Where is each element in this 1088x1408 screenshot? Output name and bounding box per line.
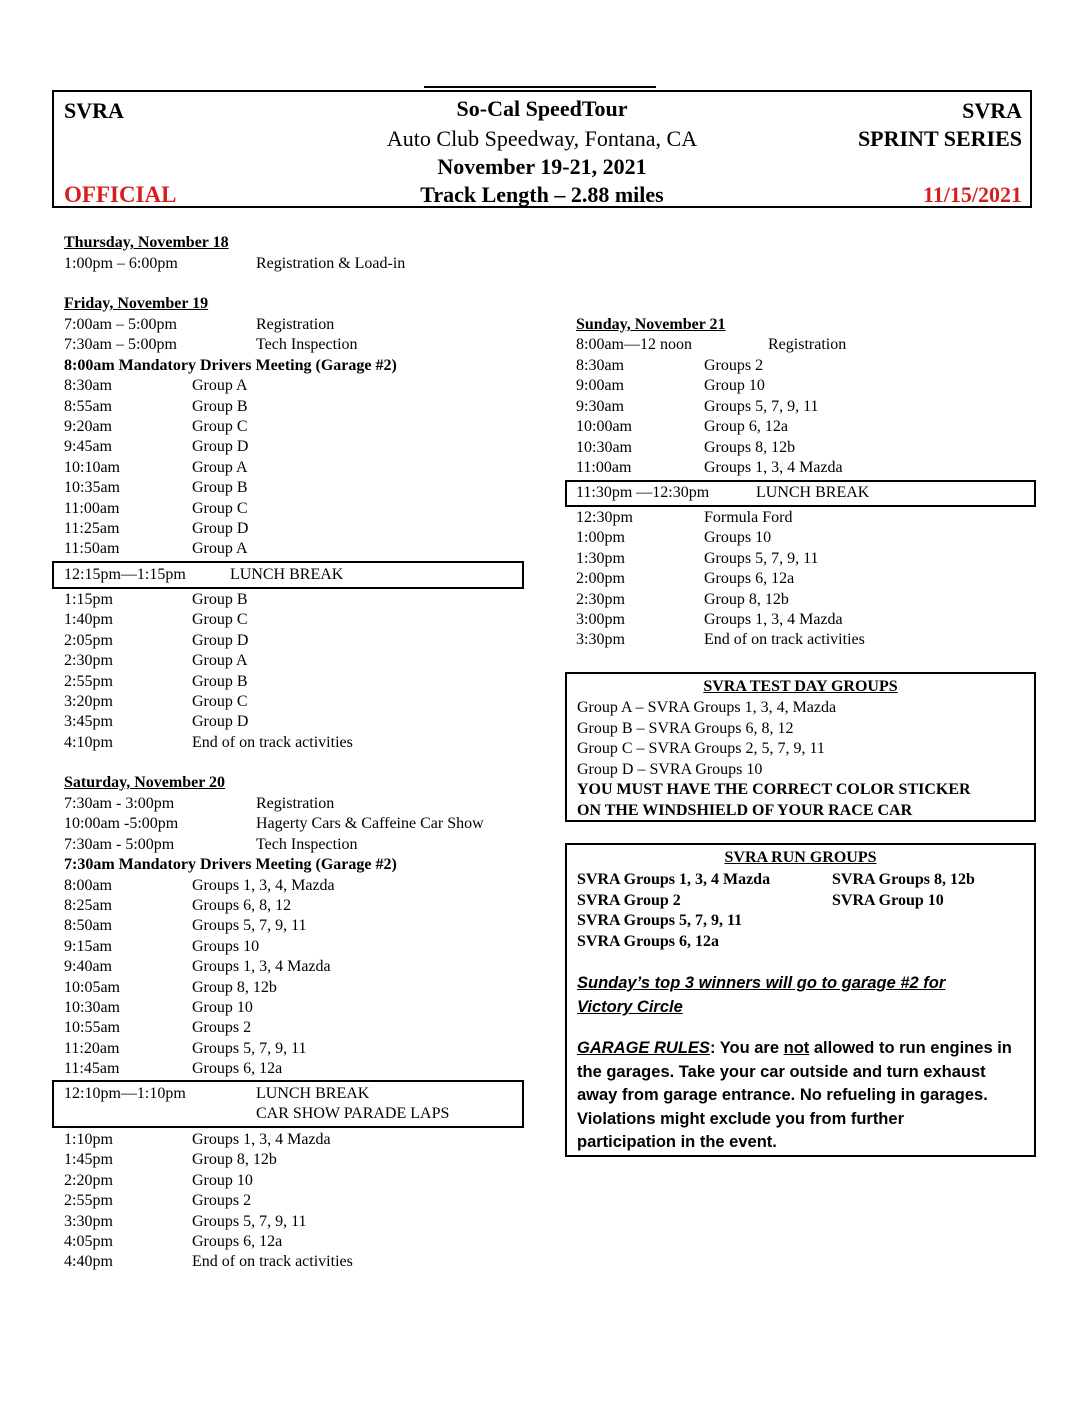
row-time: 9:15am: [64, 937, 112, 955]
header-org-right: SVRA: [962, 98, 1022, 123]
row-time: 1:45pm: [64, 1151, 113, 1169]
row-time: 1:40pm: [64, 611, 113, 629]
header-box: [52, 90, 1032, 208]
row-time: 7:00am – 5:00pm: [64, 316, 177, 333]
header-status: OFFICIAL: [64, 182, 177, 207]
row-group: Groups 1, 3, 4 Mazda: [704, 459, 843, 476]
day-title: Friday, November 19: [64, 295, 209, 312]
row-time: 10:00am -5:00pm: [64, 815, 179, 833]
row-group: Group A: [192, 540, 248, 558]
row-time: 1:10pm: [64, 1131, 113, 1148]
row-time: 1:00pm: [576, 529, 625, 547]
row-time: 3:30pm: [576, 631, 625, 649]
row-group: Groups 6, 8, 12: [192, 897, 292, 914]
row-group: Group D: [192, 631, 249, 649]
row-time: 8:55am: [64, 397, 112, 415]
row-group: Groups 5, 7, 9, 11: [704, 549, 819, 567]
row-group: Groups 10: [704, 529, 772, 547]
run-groups-left-list: [577, 870, 770, 952]
row-time: 2:55pm: [64, 672, 113, 690]
row-group: Group D: [192, 520, 249, 537]
run-group-item: SVRA Groups 6, 12a: [577, 932, 719, 950]
row-time: 7:30am – 5:00pm: [64, 336, 177, 354]
row-group: Formula Ford: [704, 509, 793, 526]
garage-rules: [577, 1037, 1032, 1155]
row-time: 4:05pm: [64, 1233, 113, 1250]
row-time: 8:30am: [64, 377, 112, 395]
friday-lunch-box: [52, 561, 524, 589]
row-time: 2:30pm: [64, 652, 113, 670]
row-time: 10:30am: [64, 999, 120, 1016]
day-title: Thursday, November 18: [64, 234, 229, 251]
row-group: Group A: [192, 377, 248, 395]
sunday-lunch-box: [565, 480, 1036, 507]
header-top-rule: [424, 86, 656, 88]
row-group: Group A: [192, 652, 248, 670]
row-time: 3:00pm: [576, 611, 625, 628]
garage-rules-line: GARAGE RULES: You are not allowed to run engines in: [577, 1039, 1012, 1057]
row-group: Group 8, 12b: [192, 1151, 277, 1169]
row-time: 11:25am: [64, 520, 120, 537]
garage-rules-line: the garages. Take your car outside and turn exhaust: [577, 1062, 986, 1081]
row-group: Groups 6, 12a: [192, 1233, 283, 1250]
row-time: 11:20am: [64, 1039, 120, 1057]
row-event: Registration & Load-in: [256, 255, 406, 272]
victory-circle-note: [577, 971, 945, 1019]
header-org-left: SVRA: [64, 98, 124, 123]
row-time: 2:00pm: [576, 570, 625, 588]
day-title: Sunday, November 21: [576, 316, 726, 333]
row-group: End of on track activities: [704, 631, 865, 649]
row-time: 8:00am: [64, 876, 112, 894]
row-event: Hagerty Cars & Caffeine Car Show: [256, 815, 484, 833]
header-track-length: Track Length – 2.88 miles: [420, 182, 664, 207]
row-time: 10:00am: [576, 418, 632, 436]
row-time: 2:55pm: [64, 1192, 113, 1210]
row-time: 4:10pm: [64, 733, 113, 751]
garage-rules-line: participation in the event.: [577, 1133, 777, 1151]
header-doc-date: 11/15/2021: [922, 182, 1022, 207]
row-time: 1:15pm: [64, 591, 113, 608]
rules-emphasis: not: [783, 1039, 810, 1057]
row-time: 12:15pm—1:15pm: [64, 566, 186, 583]
row-group: Groups 2: [192, 1192, 252, 1210]
row-time: 10:55am: [64, 1019, 120, 1037]
row-time: 1:30pm: [576, 549, 625, 567]
run-group-item: SVRA Groups 1, 3, 4 Mazda: [577, 871, 771, 888]
row-time: 8:30am: [576, 357, 624, 374]
row-group: Group C: [192, 418, 248, 435]
row-group: Group A: [192, 458, 248, 476]
row-time: 9:40am: [64, 958, 112, 976]
victory-line: Sunday’s top 3 winners will go to garage #2 for: [577, 974, 946, 992]
sticker-notice-line: ON THE WINDSHIELD OF YOUR RACE CAR: [577, 801, 913, 819]
row-group: Groups 2: [192, 1019, 252, 1037]
row-group: Groups 6, 12a: [192, 1060, 283, 1078]
garage-rules-label: GARAGE RULES: [577, 1039, 710, 1057]
row-event: Tech Inspection: [256, 336, 358, 354]
row-time: 10:35am: [64, 479, 120, 497]
row-time: 9:00am: [576, 377, 624, 395]
row-group: Groups 1, 3, 4 Mazda: [192, 1131, 331, 1148]
row-group: Groups 1, 3, 4 Mazda: [704, 611, 843, 628]
row-group: Group D: [192, 713, 249, 731]
test-day-line: Group C – SVRA Groups 2, 5, 7, 9, 11: [577, 740, 825, 757]
test-day-title: SVRA TEST DAY GROUPS: [703, 678, 898, 695]
garage-rules-line: away from garage entrance. No refueling in garages.: [577, 1086, 988, 1104]
row-time: 9:45am: [64, 438, 112, 456]
row-group: Groups 10: [192, 937, 260, 955]
test-day-groups-box: [565, 672, 1036, 822]
day-title: Saturday, November 20: [64, 774, 226, 791]
row-group: Group C: [192, 611, 248, 629]
header-series: SPRINT SERIES: [857, 126, 1022, 151]
row-event: Tech Inspection: [256, 835, 358, 853]
row-time: 12:30pm: [576, 509, 633, 526]
row-time: 11:50am: [64, 540, 120, 558]
row-time: 3:30pm: [64, 1212, 113, 1230]
test-day-line: Group A – SVRA Groups 1, 3, 4, Mazda: [577, 699, 837, 716]
meeting-text: 7:30am Mandatory Drivers Meeting (Garage #2): [64, 856, 397, 874]
rules-text: allowed to run engines in: [809, 1039, 1012, 1057]
row-group: Group 8, 12b: [704, 590, 789, 608]
lunch-label: CAR SHOW PARADE LAPS: [256, 1105, 450, 1122]
row-time: 11:00am: [576, 459, 632, 476]
row-time: 3:20pm: [64, 693, 113, 710]
meeting-text: 8:00am Mandatory Drivers Meeting (Garage #2): [64, 356, 397, 374]
row-group: Group B: [192, 672, 248, 690]
row-time: 12:10pm—1:10pm: [64, 1085, 186, 1102]
lunch-label: LUNCH BREAK: [256, 1085, 370, 1102]
run-group-item: SVRA Group 2: [577, 891, 681, 909]
row-group: Group D: [192, 438, 249, 456]
row-time: 2:20pm: [64, 1171, 113, 1189]
row-time: 10:10am: [64, 458, 120, 476]
row-group: Groups 5, 7, 9, 11: [192, 1039, 307, 1057]
row-group: Group C: [192, 693, 248, 710]
row-time: 4:40pm: [64, 1253, 113, 1271]
row-group: Group 8, 12b: [192, 978, 277, 996]
row-time: 8:25am: [64, 897, 112, 914]
row-time: 7:30am - 3:00pm: [64, 795, 175, 812]
row-group: Group 10: [192, 999, 253, 1016]
row-time: 8:00am—12 noon: [576, 336, 692, 353]
row-time: 8:50am: [64, 917, 112, 935]
row-group: End of on track activities: [192, 733, 353, 751]
run-group-item: SVRA Groups 8, 12b: [832, 871, 975, 888]
row-group: Groups 5, 7, 9, 11: [192, 1212, 307, 1230]
rules-text: You are: [719, 1039, 784, 1057]
row-time: 9:30am: [576, 397, 624, 415]
row-group: Group 10: [704, 377, 765, 395]
row-time: 9:20am: [64, 418, 112, 435]
row-time: 10:30am: [576, 438, 632, 456]
header-event-name: So-Cal SpeedTour: [456, 96, 628, 121]
run-groups-right-list: [832, 870, 975, 911]
row-event: Registration: [768, 336, 847, 353]
row-group: Groups 8, 12b: [704, 438, 796, 456]
row-time: 11:45am: [64, 1060, 120, 1078]
row-group: Groups 6, 12a: [704, 570, 795, 588]
sticker-notice-line: YOU MUST HAVE THE CORRECT COLOR STICKER: [577, 781, 971, 798]
row-time: 3:45pm: [64, 713, 113, 731]
row-event: Registration: [256, 316, 335, 333]
test-day-list: [577, 698, 971, 821]
test-day-line: Group B – SVRA Groups 6, 8, 12: [577, 719, 794, 737]
test-day-line: Group D – SVRA Groups 10: [577, 760, 763, 778]
row-group: Group B: [192, 397, 248, 415]
row-group: Groups 5, 7, 9, 11: [704, 397, 819, 415]
row-time: 1:00pm – 6:00pm: [64, 255, 178, 272]
header-dates: November 19-21, 2021: [437, 154, 647, 179]
run-groups-box: [565, 843, 1036, 1157]
row-group: Group 10: [192, 1171, 253, 1189]
row-group: Groups 2: [704, 357, 764, 374]
row-group: Groups 5, 7, 9, 11: [192, 917, 307, 935]
header-venue: Auto Club Speedway, Fontana, CA: [386, 126, 698, 151]
row-time: 11:00am: [64, 499, 120, 517]
victory-line: Victory Circle: [577, 998, 683, 1016]
saturday-lunch-box: [52, 1080, 524, 1128]
row-group: Group B: [192, 591, 248, 608]
row-group: Groups 1, 3, 4, Mazda: [192, 876, 335, 894]
row-time: 11:30pm —12:30pm: [576, 484, 710, 501]
row-group: End of on track activities: [192, 1253, 353, 1271]
row-group: Group B: [192, 479, 248, 497]
row-time: 10:05am: [64, 978, 120, 996]
run-group-item: SVRA Groups 5, 7, 9, 11: [577, 912, 743, 929]
row-group: Group C: [192, 499, 248, 517]
row-group: Group 6, 12a: [704, 418, 788, 436]
run-groups-title: SVRA RUN GROUPS: [724, 849, 877, 866]
row-event: Registration: [256, 795, 335, 812]
row-time: 7:30am - 5:00pm: [64, 835, 175, 853]
row-time: 2:30pm: [576, 590, 625, 608]
run-group-item: SVRA Group 10: [832, 891, 944, 909]
row-group: Groups 1, 3, 4 Mazda: [192, 958, 331, 976]
row-time: 2:05pm: [64, 631, 113, 649]
lunch-label: LUNCH BREAK: [756, 484, 870, 501]
garage-rules-line: Violations might exclude you from further: [577, 1109, 904, 1128]
lunch-label: LUNCH BREAK: [230, 566, 344, 583]
